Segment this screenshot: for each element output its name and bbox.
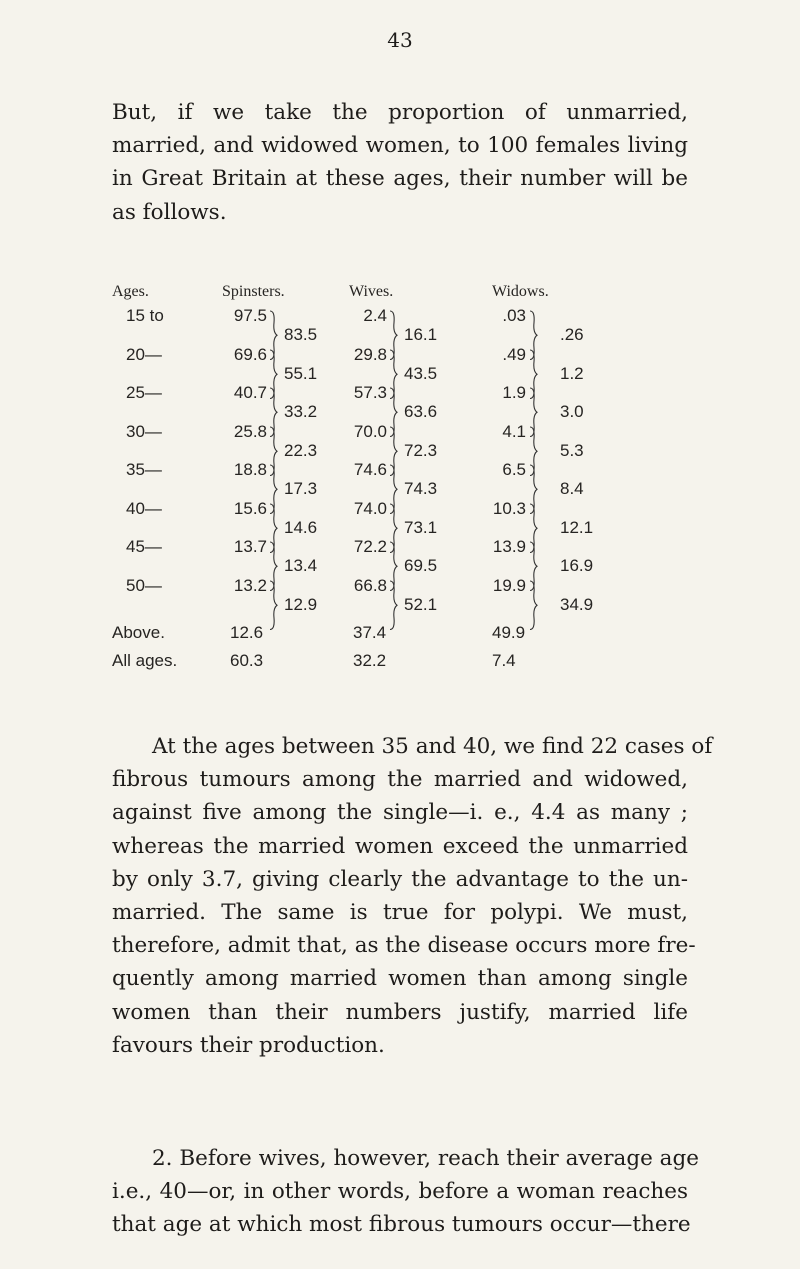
widows-value: 19.9 bbox=[492, 575, 526, 595]
spinsters-value: 18.8 bbox=[233, 460, 267, 479]
spinsters-brace bbox=[268, 503, 278, 554]
widows-average: 8.4 bbox=[560, 479, 584, 499]
wives-average: 16.1 bbox=[404, 325, 438, 345]
spinsters-average: 12.9 bbox=[284, 594, 318, 614]
widows-value: 10.3 bbox=[492, 498, 526, 518]
wives-value: 66.8 bbox=[353, 575, 387, 595]
wives-value: 74.0 bbox=[353, 498, 387, 518]
widows-value: .03 bbox=[502, 306, 526, 325]
widows-brace bbox=[528, 541, 538, 592]
spinsters-average: 14.6 bbox=[284, 517, 318, 537]
wives-value: 2.4 bbox=[363, 306, 387, 325]
widows-brace bbox=[528, 580, 538, 631]
header-ages: Ages. bbox=[112, 283, 149, 300]
body-line: by only 3.7, giving clearly the advantage to the un- bbox=[112, 866, 688, 892]
wives-average: 74.3 bbox=[404, 479, 438, 499]
spinsters-brace bbox=[268, 464, 278, 515]
body-line: At the ages between 35 and 40, we find 22 cases of bbox=[152, 734, 713, 759]
wives-brace bbox=[388, 349, 398, 400]
wives-brace bbox=[388, 426, 398, 477]
spinsters-brace bbox=[268, 310, 278, 361]
body2-line: that age at which most fibrous tumours occur—there bbox=[112, 1212, 691, 1238]
wives-brace bbox=[388, 464, 398, 515]
wives-brace bbox=[388, 580, 398, 631]
age-label: All ages. bbox=[112, 651, 178, 670]
age-label: Above. bbox=[112, 623, 165, 642]
body-line: married. The same is true for polypi. We must, bbox=[112, 900, 688, 926]
spinsters-brace bbox=[268, 541, 278, 592]
spinsters-average: 13.4 bbox=[284, 556, 318, 576]
spinsters-average: 83.5 bbox=[284, 325, 318, 345]
age-label: 35— bbox=[126, 460, 162, 479]
intro-paragraph bbox=[112, 96, 688, 229]
spinsters-value: 60.3 bbox=[230, 651, 264, 670]
spinsters-value: 69.6 bbox=[233, 344, 267, 364]
widows-value: 13.9 bbox=[492, 537, 526, 556]
age-label: 50— bbox=[126, 575, 162, 595]
widows-average: 12.1 bbox=[560, 517, 594, 537]
age-label: 30— bbox=[126, 421, 162, 441]
header-spinsters: Spinsters. bbox=[222, 283, 285, 300]
spinsters-value: 12.6 bbox=[230, 623, 264, 642]
wives-value: 32.2 bbox=[353, 651, 387, 670]
age-label: 25— bbox=[126, 383, 162, 402]
widows-brace bbox=[528, 349, 538, 400]
spinsters-value: 15.6 bbox=[233, 498, 267, 518]
widows-value: 6.5 bbox=[502, 460, 526, 479]
widows-brace bbox=[528, 387, 538, 438]
wives-value: 29.8 bbox=[353, 344, 387, 364]
widows-brace bbox=[528, 426, 538, 477]
spinsters-value: 40.7 bbox=[233, 383, 267, 402]
widows-average: 16.9 bbox=[560, 556, 594, 576]
widows-average: 5.3 bbox=[560, 440, 584, 460]
age-label: 15 to bbox=[126, 306, 164, 325]
intro-line: in Great Britain at these ages, their number will be bbox=[112, 166, 688, 192]
spinsters-value: 97.5 bbox=[233, 306, 267, 325]
widows-value: 4.1 bbox=[502, 421, 526, 441]
wives-value: 70.0 bbox=[353, 421, 387, 441]
spinsters-value: 13.2 bbox=[233, 575, 267, 595]
wives-brace bbox=[388, 387, 398, 438]
body-line: fibrous tumours among the married and widowed, bbox=[112, 767, 688, 793]
wives-average: 69.5 bbox=[404, 556, 438, 576]
body2-line: 2. Before wives, however, reach their average age bbox=[152, 1146, 699, 1171]
header-wives: Wives. bbox=[349, 283, 394, 300]
spinsters-average: 55.1 bbox=[284, 363, 318, 383]
widows-value: 1.9 bbox=[502, 383, 526, 402]
widows-brace bbox=[528, 310, 538, 361]
body-line: therefore, admit that, as the disease occurs more fre- bbox=[112, 933, 696, 959]
wives-brace bbox=[388, 503, 398, 554]
wives-value: 57.3 bbox=[353, 383, 387, 402]
body-paragraph bbox=[112, 730, 713, 1062]
wives-brace bbox=[388, 541, 398, 592]
widows-average: .26 bbox=[560, 325, 584, 345]
wives-value: 37.4 bbox=[353, 623, 387, 642]
spinsters-average: 33.2 bbox=[284, 402, 318, 422]
intro-line: as follows. bbox=[112, 199, 227, 225]
spinsters-brace bbox=[268, 349, 278, 400]
widows-average: 34.9 bbox=[560, 594, 594, 614]
wives-average: 73.1 bbox=[404, 517, 438, 537]
intro-line: married, and widowed women, to 100 females living bbox=[112, 133, 688, 159]
body-line: against five among the single—i. e., 4.4 as many ; bbox=[112, 800, 688, 826]
wives-average: 72.3 bbox=[404, 440, 438, 460]
widows-average: 3.0 bbox=[560, 402, 584, 422]
age-label: 45— bbox=[126, 537, 162, 556]
spinsters-value: 25.8 bbox=[233, 421, 267, 441]
spinsters-brace bbox=[268, 426, 278, 477]
widows-value: .49 bbox=[502, 344, 526, 364]
age-label: 20— bbox=[126, 344, 162, 364]
wives-brace bbox=[388, 310, 398, 361]
widows-value: 49.9 bbox=[492, 623, 526, 642]
wives-average: 52.1 bbox=[404, 594, 438, 614]
body-paragraph-2 bbox=[112, 1142, 699, 1242]
wives-value: 74.6 bbox=[353, 460, 387, 479]
body-line: whereas the married women exceed the unmarried bbox=[112, 833, 688, 859]
spinsters-brace bbox=[268, 387, 278, 438]
widows-average: 1.2 bbox=[560, 363, 584, 383]
page-number: 43 bbox=[387, 28, 413, 52]
body-line: favours their production. bbox=[112, 1032, 385, 1058]
spinsters-average: 17.3 bbox=[284, 479, 318, 499]
wives-average: 63.6 bbox=[404, 402, 438, 422]
spinsters-average: 22.3 bbox=[284, 440, 318, 460]
body-line: quently among married women than among single bbox=[112, 966, 688, 992]
widows-brace bbox=[528, 464, 538, 515]
intro-line: But, if we take the proportion of unmarried, bbox=[112, 100, 688, 125]
wives-value: 72.2 bbox=[353, 537, 387, 556]
widows-value: 7.4 bbox=[492, 651, 516, 670]
spinsters-value: 13.7 bbox=[233, 537, 267, 556]
widows-brace bbox=[528, 503, 538, 554]
body-line: women than their numbers justify, married life bbox=[112, 999, 688, 1025]
spinsters-brace bbox=[268, 580, 278, 631]
wives-average: 43.5 bbox=[404, 363, 438, 383]
header-widows: Widows. bbox=[492, 283, 549, 300]
body2-line: i.e., 40—or, in other words, before a woman reaches bbox=[112, 1179, 688, 1205]
age-label: 40— bbox=[126, 498, 162, 518]
